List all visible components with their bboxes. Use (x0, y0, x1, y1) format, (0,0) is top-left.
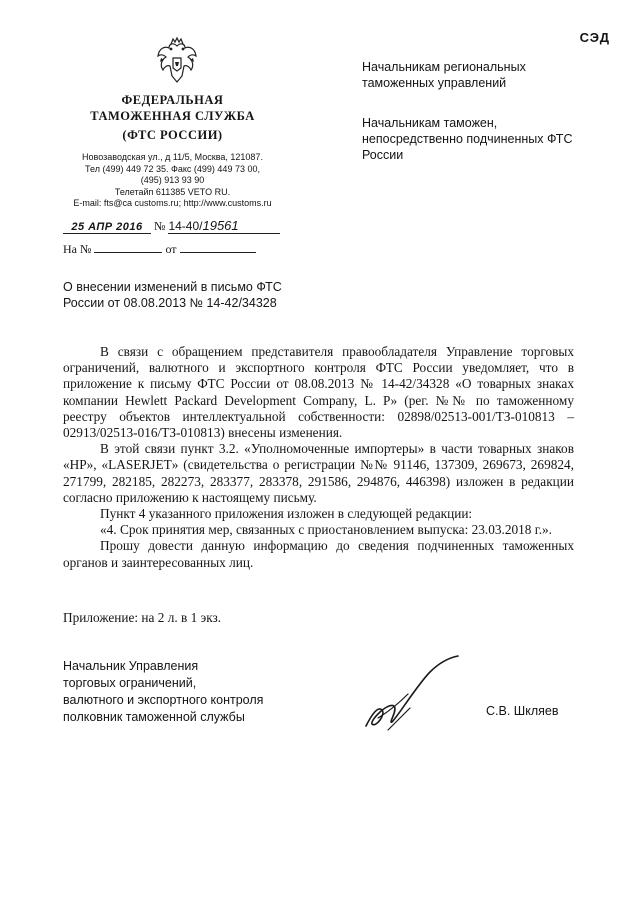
registration-number-label: № (154, 219, 166, 233)
body-paragraph: Прошу довести данную информацию до сведения подчиненных таможенных органов и заинтересованных лиц. (63, 538, 574, 570)
reference-date-blank (180, 242, 256, 253)
signer-position-line: полковник таможенной службы (63, 710, 245, 724)
sender-name-line: ТАМОЖЕННАЯ СЛУЖБА (90, 109, 255, 123)
contact-line: E-mail: fts@ca customs.ru; http://www.customs.ru (73, 198, 272, 208)
signer-position (63, 658, 323, 726)
registration-number (168, 218, 280, 234)
registration-line (63, 218, 280, 234)
coat-of-arms-icon (155, 36, 199, 86)
body-paragraph: В связи с обращением представителя правообладателя Управление торговых ограничений, валютного и экспортного контроля ФТС России уведомляет, что в приложение к письму ФТС России от 08.08.2013 № 14-42/34328 «О товарных знаках компании Hewlett Packard Development Company, L. P» (рег. №№ по таможенному реестру объектов интеллектуальной собственности: 02898/02513-001/ТЗ-010813 – 02913/02513-016/ТЗ-010813) внесены изменения. (63, 344, 574, 441)
registration-date: 25 АПР 2016 (63, 221, 151, 234)
contact-line: Телетайп 611385 VETO RU. (114, 186, 231, 197)
reference-line (63, 242, 256, 257)
signer-position-line: торговых ограничений, (63, 676, 197, 690)
signer-position-line: валютного и экспортного контроля (63, 693, 264, 707)
registration-number-printed: 14-40/ (168, 219, 203, 233)
handwritten-signature (358, 654, 468, 739)
addressee-customs: Начальникам таможен, непосредственно подчиненных ФТС России (362, 116, 573, 162)
annex-note: Приложение: на 2 л. в 1 экз. (63, 610, 222, 625)
reference-number-label: На № (63, 242, 92, 256)
contact-line: Новозаводская ул., д 11/5, Москва, 121087. (82, 152, 263, 162)
body-paragraph: Пункт 4 указанного приложения изложен в следующей редакции: (100, 506, 473, 522)
sender-contacts (70, 152, 275, 210)
reference-date-label: от (165, 242, 177, 256)
body-paragraph: «4. Срок принятия мер, связанных с приостановлением выпуска: 23.03.2018 г.». (100, 522, 553, 538)
signer-name: С.В. Шкляев (486, 704, 559, 718)
subject: О внесении изменений в письмо ФТС России от 08.08.2013 № 14-42/34328 (63, 280, 282, 310)
signer-position-line: Начальник Управления (63, 659, 199, 673)
reference-number-blank (94, 242, 162, 253)
contact-line: (495) 913 93 90 (140, 175, 205, 185)
addressee-regional: Начальникам региональных таможенных управлений (362, 60, 526, 90)
contact-line: Тел (499) 449 72 35. Факс (499) 449 73 00, (85, 163, 260, 174)
sender-name (70, 92, 275, 124)
document-marking: СЭД (579, 30, 610, 45)
sender-name-line: ФЕДЕРАЛЬНАЯ (121, 93, 224, 107)
sender-abbreviation: (ФТС РОССИИ) (122, 128, 223, 142)
body-paragraph: В этой связи пункт 3.2. «Уполномоченные импортеры» в части товарных знаков «HP», «LASERJET» (свидетельства о регистрации №№ 91146, 137309, 269673, 269824, 271799, 282185, 282273, 283377, 283378, 291586, 294876, 446398) изложен в редакции согласно приложению к настоящему письму. (63, 441, 574, 505)
registration-number-handwritten: 19561 (202, 218, 239, 233)
letter-body (63, 344, 574, 571)
